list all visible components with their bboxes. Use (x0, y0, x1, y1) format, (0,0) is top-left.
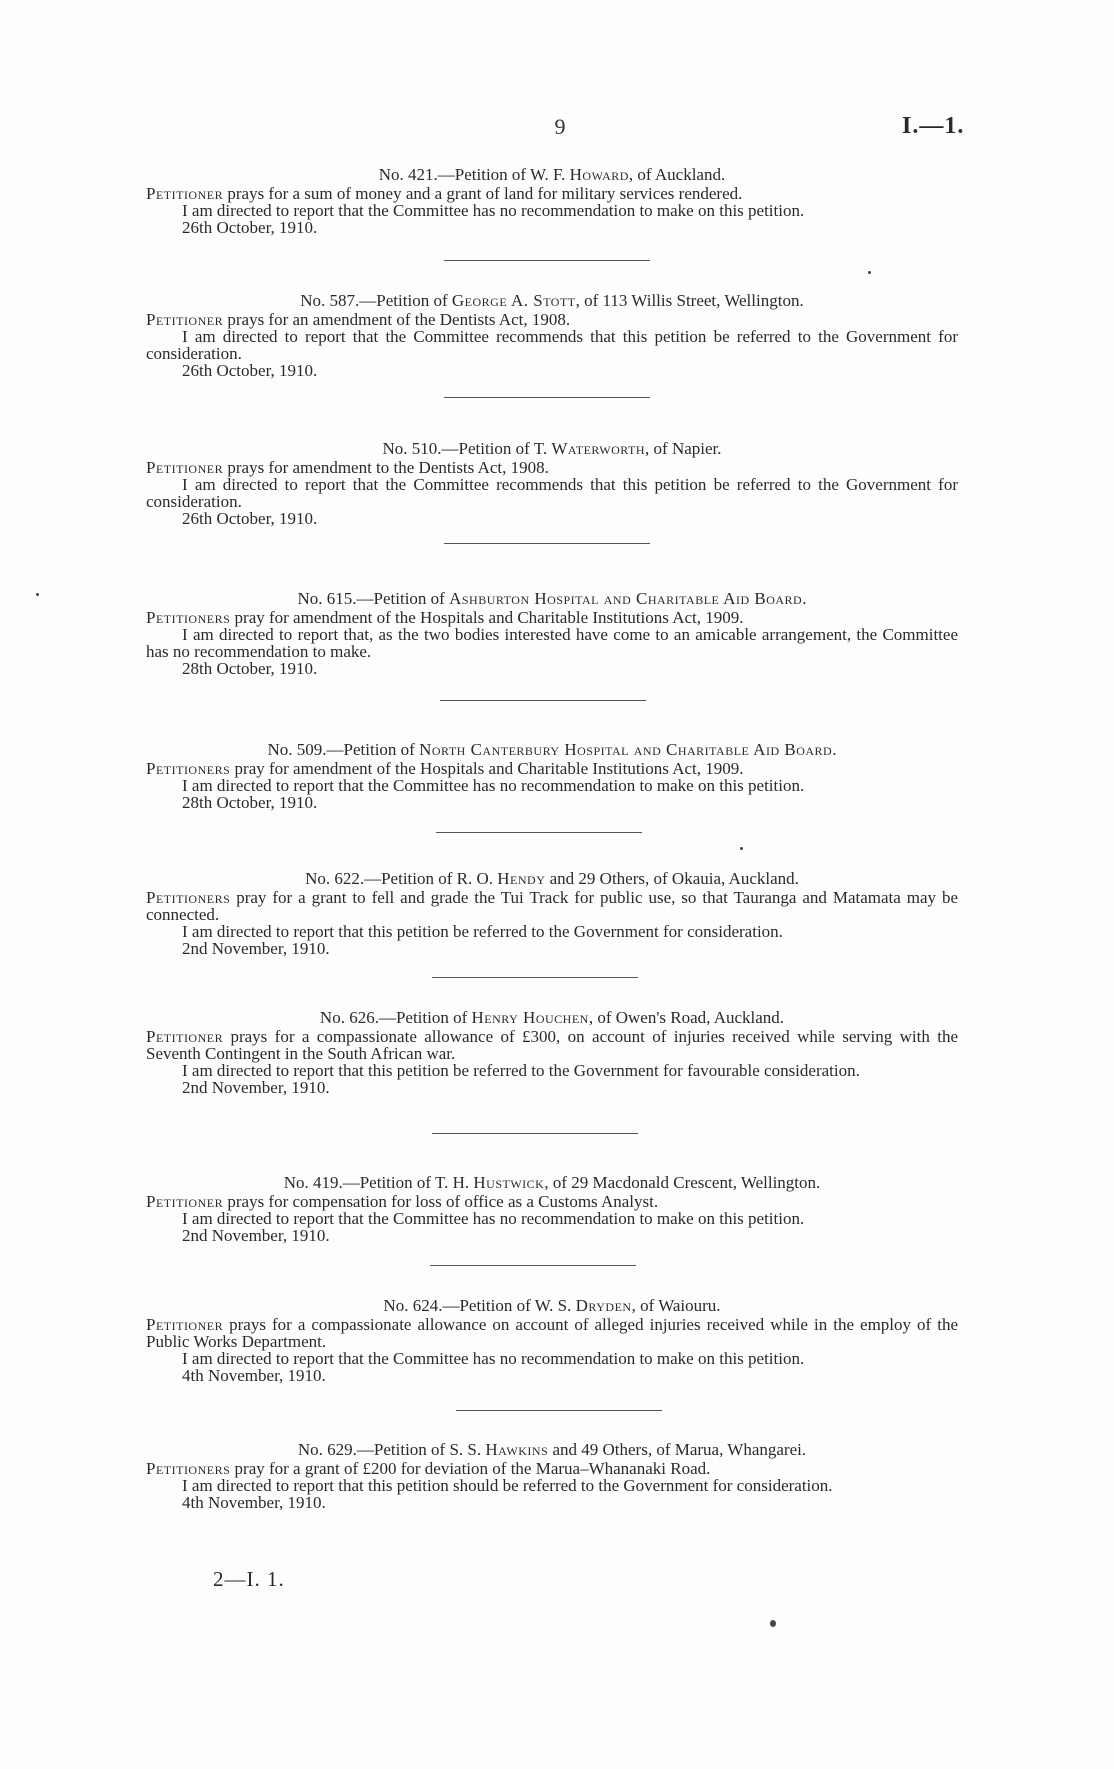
section-divider (444, 397, 650, 398)
petition-heading: No. 622.—Petition of R. O. Hendy and 29 Others, of Okauia, Auckland. (305, 869, 799, 888)
petition-entry (146, 1441, 958, 1511)
petitioner-name: Henry Houchen (471, 1008, 589, 1027)
petition-prayer: Petitioner prays for an amendment of the Dentists Act, 1908. (146, 310, 571, 329)
petition-entry (146, 1009, 958, 1096)
committee-report: I am directed to report that the Committee has no recommendation to make on this petition. (182, 1349, 805, 1368)
petition-entry (146, 741, 958, 811)
section-divider (432, 1133, 638, 1134)
report-date: 28th October, 1910. (182, 659, 318, 678)
petitioner-name: Hendy (497, 869, 546, 888)
petitioner-name: Hustwick (473, 1173, 545, 1192)
committee-report: I am directed to report that the Committee has no recommendation to make on this petition. (182, 201, 805, 220)
report-date: 2nd November, 1910. (182, 1226, 330, 1245)
committee-report: I am directed to report that the Committee recommends that this petition be referred to the Government for consideration. (146, 327, 958, 363)
section-divider (444, 543, 650, 544)
report-date: 4th November, 1910. (182, 1366, 326, 1385)
committee-report: I am directed to report that this petition be referred to the Government for consideration. (182, 922, 783, 941)
petition-heading: No. 626.—Petition of Henry Houchen, of Owen's Road, Auckland. (319, 1008, 785, 1027)
petition-entry (146, 166, 958, 236)
committee-report: I am directed to report that, as the two bodies interested have come to an amicable arrangement, the Committee has no recommendation to make. (146, 625, 958, 661)
scan-speck (740, 847, 743, 850)
petition-heading: No. 624.—Petition of W. S. Dryden, of Waiouru. (383, 1296, 721, 1315)
section-divider (432, 977, 638, 978)
scan-speck (36, 593, 39, 596)
report-date: 26th October, 1910. (182, 218, 318, 237)
petition-heading: No. 421.—Petition of W. F. Howard, of Auckland. (378, 165, 726, 184)
petition-heading: No. 615.—Petition of Ashburton Hospital and Charitable Aid Board. (297, 589, 807, 608)
petition-prayer: Petitioners pray for amendment of the Hospitals and Charitable Institutions Act, 1909. (146, 759, 744, 778)
petition-heading: No. 510.—Petition of T. Waterworth, of Napier. (382, 439, 722, 458)
page-number: 9 (554, 114, 566, 139)
section-divider (430, 1265, 636, 1266)
petition-heading: No. 509.—Petition of North Canterbury Hospital and Charitable Aid Board. (267, 740, 837, 759)
petition-prayer: Petitioner prays for a compassionate allowance on account of alleged injuries received while in the employ of the Public Works Department. (146, 1315, 958, 1351)
committee-report: I am directed to report that the Committee has no recommendation to make on this petition. (182, 1209, 805, 1228)
petition-prayer: Petitioner prays for a compassionate allowance of £300, on account of injuries received while serving with the Seventh Contingent in the South African war. (146, 1027, 958, 1063)
petition-heading: No. 587.—Petition of George A. Stott, of 113 Willis Street, Wellington. (300, 291, 804, 310)
petitioner-name: North Canterbury Hospital and Charitable Aid Board (419, 740, 833, 759)
petition-prayer: Petitioner prays for compensation for loss of office as a Customs Analyst. (146, 1192, 659, 1211)
petition-prayer: Petitioners pray for a grant of £200 for deviation of the Marua–Whananaki Road. (146, 1459, 711, 1478)
scan-speck (868, 271, 871, 274)
petition-prayer: Petitioners pray for amendment of the Hospitals and Charitable Institutions Act, 1909. (146, 608, 744, 627)
committee-report: I am directed to report that the Committee has no recommendation to make on this petition. (182, 776, 805, 795)
petitioner-name: Dryden (575, 1296, 632, 1315)
petition-prayer: Petitioners pray for a grant to fell and grade the Tui Track for public use, so that Tauranga and Matamata may be connected. (146, 888, 958, 924)
section-divider (436, 832, 642, 833)
report-date: 4th November, 1910. (182, 1493, 326, 1512)
signature-mark: 2—I. 1. (213, 1567, 285, 1591)
section-divider (456, 1410, 662, 1411)
petition-prayer: Petitioner prays for amendment to the Dentists Act, 1908. (146, 458, 549, 477)
section-divider (444, 260, 650, 261)
petition-entry (146, 1297, 958, 1384)
committee-report: I am directed to report that this petition be referred to the Government for favourable consideration. (182, 1061, 860, 1080)
report-date: 2nd November, 1910. (182, 939, 330, 958)
petition-entry (146, 440, 958, 527)
petition-entry (146, 292, 958, 379)
petition-heading: No. 419.—Petition of T. H. Hustwick, of 29 Macdonald Crescent, Wellington. (283, 1173, 821, 1192)
petition-prayer: Petitioner prays for a sum of money and a grant of land for military services rendered. (146, 184, 743, 203)
petitioner-name: Howard (569, 165, 629, 184)
petitioner-name: Hawkins (485, 1440, 549, 1459)
petitioner-name: George A. Stott (451, 291, 576, 310)
report-date: 26th October, 1910. (182, 361, 318, 380)
petition-heading: No. 629.—Petition of S. S. Hawkins and 49 Others, of Marua, Whangarei. (297, 1440, 807, 1459)
petitioner-name: Ashburton Hospital and Charitable Aid Board (449, 589, 803, 608)
report-date: 28th October, 1910. (182, 793, 318, 812)
committee-report: I am directed to report that the Committee recommends that this petition be referred to the Government for consideration. (146, 475, 958, 511)
section-divider (440, 700, 646, 701)
petitioner-name: Waterworth (551, 439, 646, 458)
report-date: 2nd November, 1910. (182, 1078, 330, 1097)
committee-report: I am directed to report that this petition should be referred to the Government for consideration. (182, 1476, 833, 1495)
petition-entry (146, 870, 958, 957)
report-date: 26th October, 1910. (182, 509, 318, 528)
petition-entry (146, 590, 958, 677)
petition-entry (146, 1174, 958, 1244)
scan-speck (770, 1620, 776, 1627)
series-code: I.—1. (902, 113, 965, 139)
